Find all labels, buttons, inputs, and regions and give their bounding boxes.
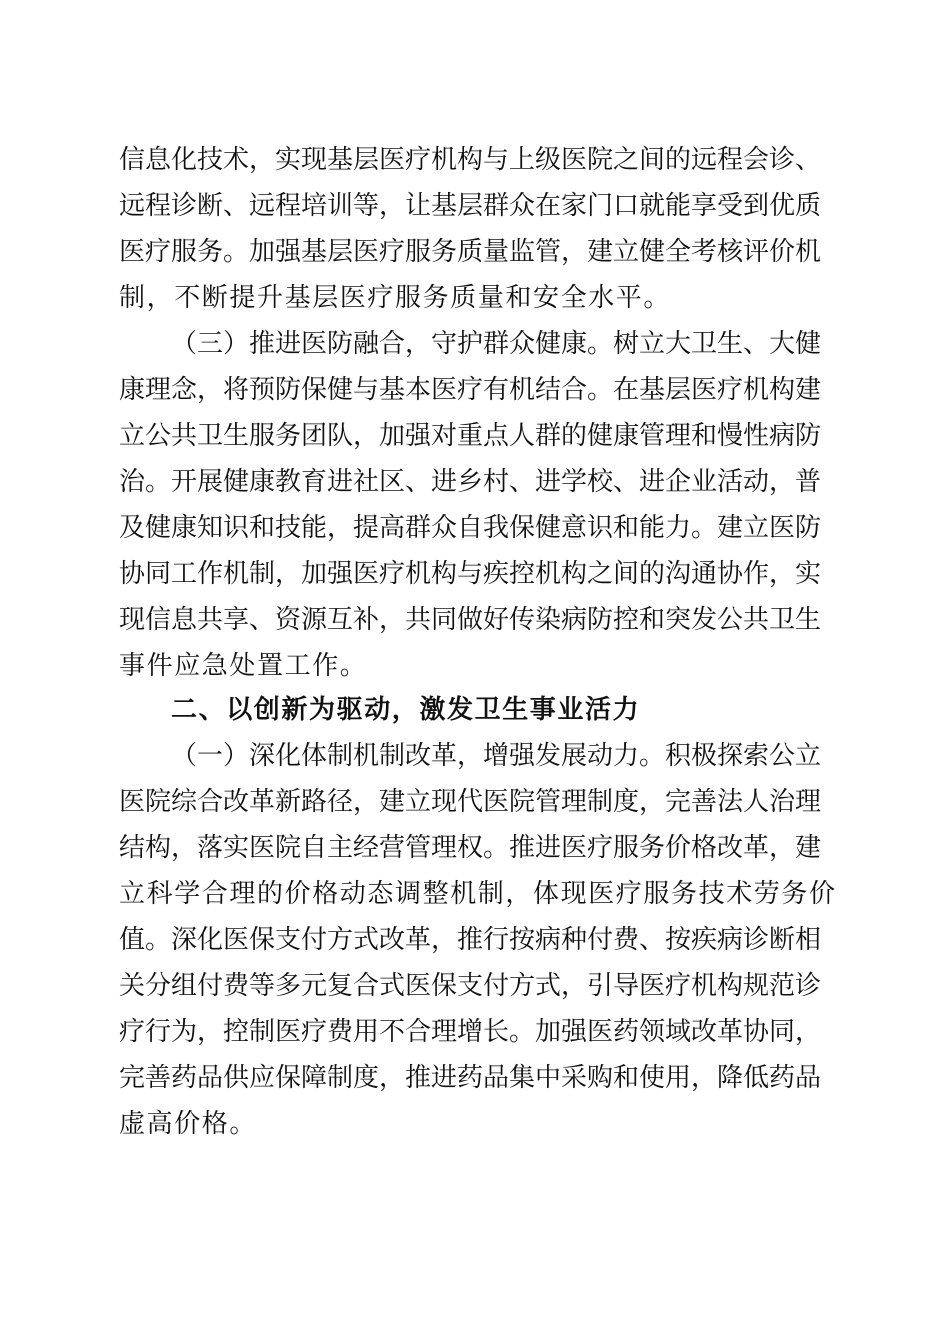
text-line: 治。开展健康教育进社区、进乡村、进学校、进企业活动，普: [119, 467, 822, 497]
text-line: 医疗服务。加强基层医疗服务质量监管，建立健全考核评价机: [119, 237, 822, 267]
text-line: 完善药品供应保障制度，推进药品集中采购和使用，降低药品: [119, 1063, 822, 1093]
text-line: 制，不断提升基层医疗服务质量和安全水平。: [119, 283, 672, 313]
text-line: 协同工作机制，加强医疗机构与疾控机构之间的沟通协作，实: [119, 559, 822, 589]
text-line: 关分组付费等多元复合式医保支付方式，引导医疗机构规范诊: [119, 971, 822, 1001]
text-line: 康理念，将预防保健与基本医疗有机结合。在基层医疗机构建: [119, 375, 822, 405]
text-line: （一）深化体制机制改革，增强发展动力。积极探索公立: [171, 741, 822, 771]
text-line: 医院综合改革新路径，建立现代医院管理制度，完善法人治理: [119, 787, 822, 817]
text-line: 结构，落实医院自主经营管理权。推进医疗服务价格改革，建: [119, 833, 822, 863]
section-heading: 二、以创新为驱动，激发卫生事业活力: [171, 695, 641, 725]
text-line: 立公共卫生服务团队，加强对重点人群的健康管理和慢性病防: [119, 421, 822, 451]
text-line: 现信息共享、资源互补，共同做好传染病防控和突发公共卫生: [119, 605, 822, 635]
text-line: 疗行为，控制医疗费用不合理增长。加强医药领域改革协同，: [119, 1017, 822, 1047]
text-line: 信息化技术，实现基层医疗机构与上级医院之间的远程会诊、: [119, 145, 822, 175]
text-line: 虚高价格。: [119, 1109, 258, 1139]
text-line: 立科学合理的价格动态调整机制，体现医疗服务技术劳务价: [119, 879, 837, 909]
text-line: 事件应急处置工作。: [119, 651, 368, 681]
text-line: 远程诊断、远程培训等，让基层群众在家门口就能享受到优质: [119, 191, 822, 221]
text-line: 及健康知识和技能，提高群众自我保健意识和能力。建立医防: [119, 513, 822, 543]
text-line: 值。深化医保支付方式改革，推行按病种付费、按疾病诊断相: [119, 925, 822, 955]
text-line: （三）推进医防融合，守护群众健康。树立大卫生、大健: [171, 329, 822, 359]
